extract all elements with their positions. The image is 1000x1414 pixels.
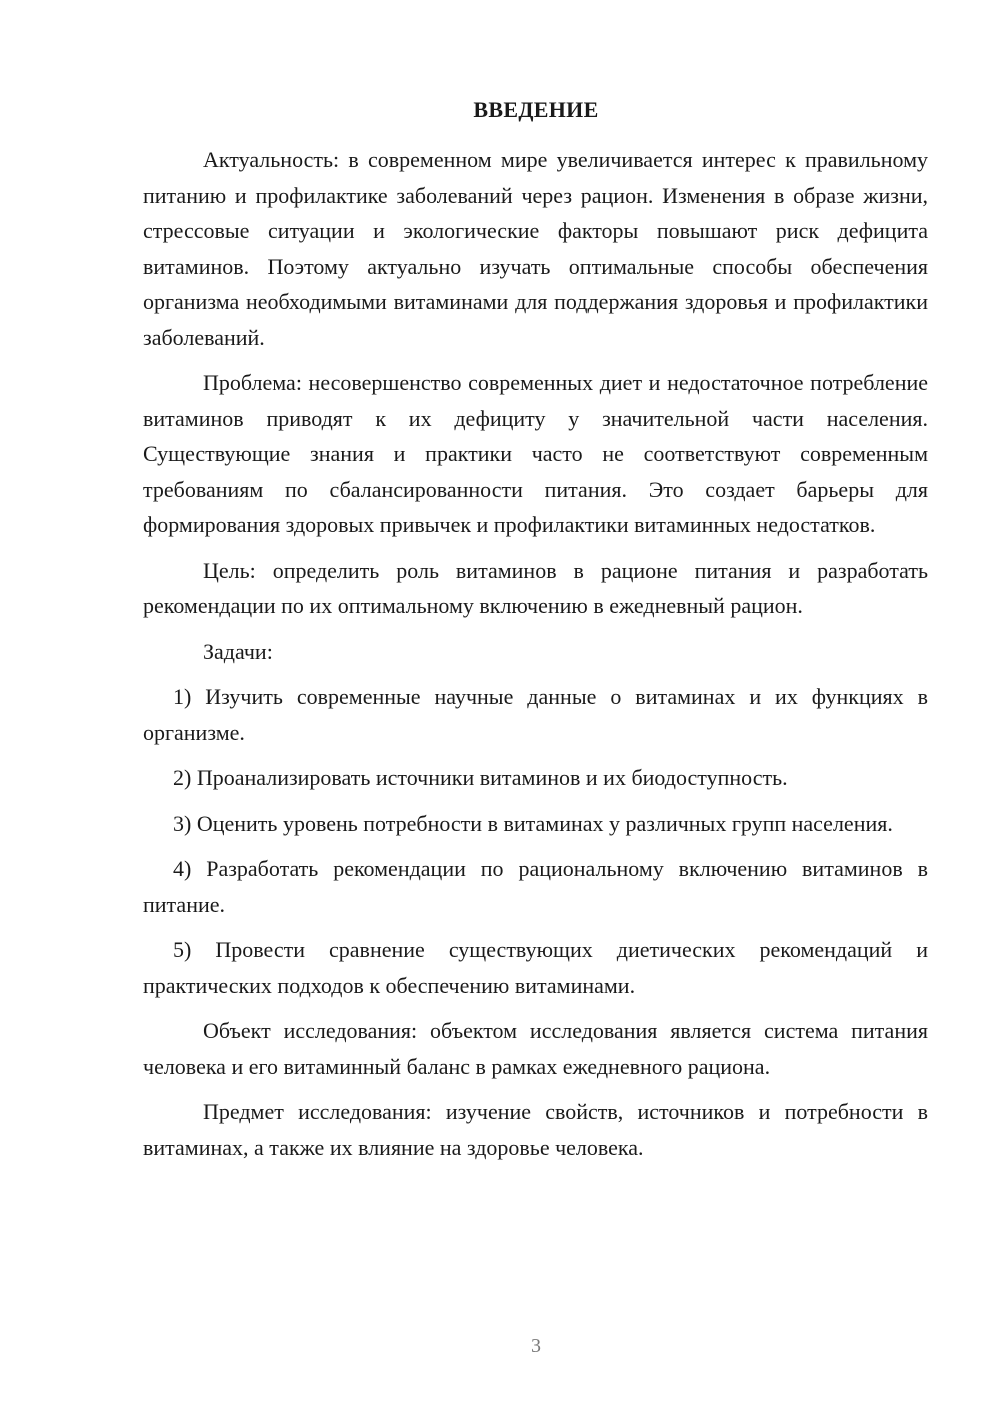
document-body	[143, 142, 928, 1165]
task-item-5: 5) Провести сравнение существующих диетических рекомендаций и практических подходов к обеспечению витаминами.	[143, 937, 928, 998]
section-heading: ВВЕДЕНИЕ	[473, 97, 599, 122]
tasks-label: Задачи:	[203, 638, 273, 664]
page-number: 3	[531, 1335, 541, 1357]
task-item-2: 2) Проанализировать источники витаминов и их биодоступность.	[173, 765, 788, 790]
relevance-paragraph: Актуальность: в современном мире увеличивается интерес к правильному питанию и профилактике заболеваний через рацион. Изменения в образе жизни, стрессовые ситуации и экологические факторы повышают риск дефицита витаминов. Поэтому актуально изучать оптимальные способы обеспечения организма необходимыми витаминами для поддержания здоровья и профилактики заболеваний.	[143, 147, 928, 350]
task-item-3: 3) Оценить уровень потребности в витаминах у различных групп населения.	[173, 810, 893, 836]
problem-paragraph: Проблема: несовершенство современных диет и недостаточное потребление витаминов приводят к их дефициту у значительной части населения. Существующие знания и практики часто не соответствуют современным требованиям по сбалансированности питания. Это создает барьеры для формирования здоровых привычек и профилактики витаминных недостатков.	[143, 370, 928, 537]
research-subject-paragraph: Предмет исследования: изучение свойств, источников и потребности в витаминах, а также их влияние на здоровье человека.	[143, 1099, 928, 1160]
task-item-1: 1) Изучить современные научные данные о витаминах и их функциях в организме.	[143, 684, 928, 745]
research-object-paragraph: Объект исследования: объектом исследования является система питания человека и его витаминный баланс в рамках ежедневного рациона.	[143, 1018, 928, 1079]
goal-paragraph: Цель: определить роль витаминов в рационе питания и разработать рекомендации по их оптимальному включению в ежедневный рацион.	[143, 557, 928, 618]
task-item-4: 4) Разработать рекомендации по рациональному включению витаминов в питание.	[143, 856, 928, 917]
